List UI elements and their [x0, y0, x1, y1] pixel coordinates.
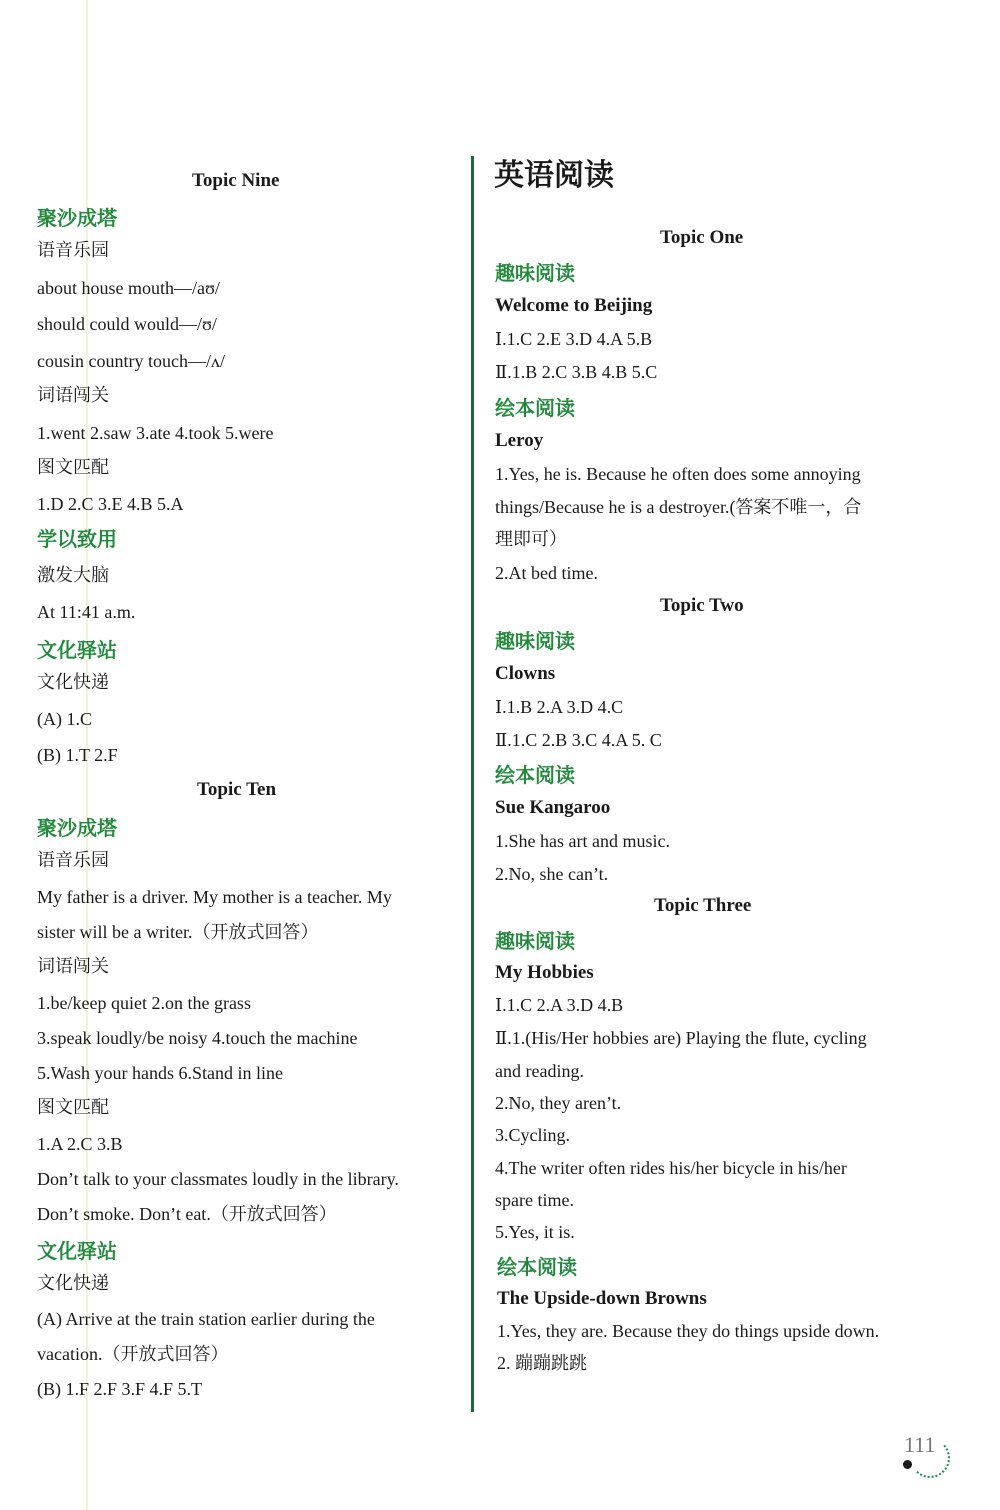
answer-line: and reading. — [495, 1061, 584, 1081]
answer-line: Ⅰ.1.C 2.A 3.D 4.B — [495, 995, 624, 1015]
answer-line: 3.Cycling. — [495, 1125, 570, 1145]
answer-line: spare time. — [495, 1190, 574, 1210]
answer-line: 1.She has art and music. — [495, 831, 670, 851]
story-title: Welcome to Beijing — [495, 295, 653, 316]
subsection-label: 图文匹配 — [37, 1097, 109, 1118]
answer-line: 5.Wash your hands 6.Stand in line — [37, 1063, 284, 1083]
answer-line: Ⅰ.1.B 2.A 3.D 4.C — [495, 697, 624, 717]
answer-line: 1.be/keep quiet 2.on the grass — [37, 993, 251, 1013]
answer-line: My father is a driver. My mother is a teacher. My — [37, 887, 392, 907]
answer-line: 2.At bed time. — [495, 563, 598, 583]
subsection-label: 文化快递 — [37, 1273, 109, 1294]
answer-line: 5.Yes, it is. — [495, 1222, 575, 1242]
subsection-label: 语音乐园 — [37, 240, 109, 261]
section-heading: 绘本阅读 — [497, 1255, 577, 1279]
topic-heading: Topic Two — [660, 595, 744, 616]
answer-line: Ⅱ.1.C 2.B 3.C 4.A 5. C — [495, 730, 662, 750]
answer-line: about house mouth—/aʊ/ — [37, 278, 220, 298]
topic-heading: Topic Three — [654, 895, 752, 916]
answer-line: 1.D 2.C 3.E 4.B 5.A — [37, 494, 184, 514]
answer-line: Ⅱ.1.(His/Her hobbies are) Playing the flute, cycling — [495, 1028, 867, 1048]
subsection-label: 词语闯关 — [37, 956, 109, 977]
answer-line: At 11:41 a.m. — [37, 602, 136, 622]
subsection-label: 词语闯关 — [37, 385, 109, 406]
answer-line: sister will be a writer.（开放式回答） — [37, 922, 319, 942]
section-heading: 聚沙成塔 — [37, 816, 117, 840]
answer-line: (A) 1.C — [37, 709, 92, 729]
section-heading: 趣味阅读 — [495, 261, 575, 285]
section-heading: 文化驿站 — [37, 1239, 117, 1263]
section-heading: 绘本阅读 — [495, 763, 575, 787]
answer-line: 1.Yes, they are. Because they do things upside down. — [497, 1321, 880, 1341]
answer-line: Ⅱ.1.B 2.C 3.B 4.B 5.C — [495, 362, 658, 382]
section-heading: 文化驿站 — [37, 638, 117, 662]
story-title: Clowns — [495, 663, 556, 684]
subsection-label: 语音乐园 — [37, 850, 109, 871]
answer-line: things/Because he is a destroyer.(答案不唯一，合 — [495, 497, 862, 517]
page-number: 111 — [904, 1432, 936, 1457]
answer-line: 1.Yes, he is. Because he often does some annoying — [495, 464, 861, 484]
story-title: My Hobbies — [495, 962, 594, 983]
answer-line: Don’t smoke. Don’t eat.（开放式回答） — [37, 1204, 337, 1224]
answer-line: cousin country touch—/ʌ/ — [37, 351, 225, 371]
subsection-label: 理即可） — [495, 529, 567, 550]
answer-line: 2.No, she can’t. — [495, 864, 609, 884]
answer-line: (A) Arrive at the train station earlier during the — [37, 1309, 375, 1329]
answer-line: 1.A 2.C 3.B — [37, 1134, 123, 1154]
topic-heading: Topic Ten — [197, 779, 277, 800]
story-title: The Upside-down Browns — [497, 1288, 707, 1309]
section-heading: 趣味阅读 — [495, 929, 575, 953]
answer-line: Ⅰ.1.C 2.E 3.D 4.A 5.B — [495, 329, 653, 349]
subsection-label: 激发大脑 — [37, 565, 109, 586]
answer-line: 2. 蹦蹦跳跳 — [497, 1353, 587, 1373]
answer-line: should could would—/ʊ/ — [37, 314, 217, 334]
story-title: Leroy — [495, 430, 544, 451]
answer-line: 2.No, they aren’t. — [495, 1093, 622, 1113]
answer-line: 3.speak loudly/be noisy 4.touch the machine — [37, 1028, 358, 1048]
story-title: Sue Kangaroo — [495, 797, 611, 818]
section-heading: 学以致用 — [37, 527, 117, 551]
page-number-ornament — [910, 1438, 950, 1478]
page-number-dot — [903, 1460, 912, 1469]
subsection-label: 图文匹配 — [37, 457, 109, 478]
answer-line: (B) 1.T 2.F — [37, 745, 118, 765]
section-heading: 绘本阅读 — [495, 396, 575, 420]
answer-line: Don’t talk to your classmates loudly in the library. — [37, 1169, 399, 1189]
section-title: 英语阅读 — [494, 158, 614, 193]
answer-line: 1.went 2.saw 3.ate 4.took 5.were — [37, 423, 274, 443]
answer-line: (B) 1.F 2.F 3.F 4.F 5.T — [37, 1379, 203, 1399]
section-heading: 趣味阅读 — [495, 629, 575, 653]
topic-heading: Topic One — [660, 227, 744, 248]
section-heading: 聚沙成塔 — [37, 206, 117, 230]
topic-heading: Topic Nine — [192, 170, 280, 191]
subsection-label: 文化快递 — [37, 672, 109, 693]
answer-line: 4.The writer often rides his/her bicycle in his/her — [495, 1158, 847, 1178]
answer-line: vacation.（开放式回答） — [37, 1344, 229, 1364]
